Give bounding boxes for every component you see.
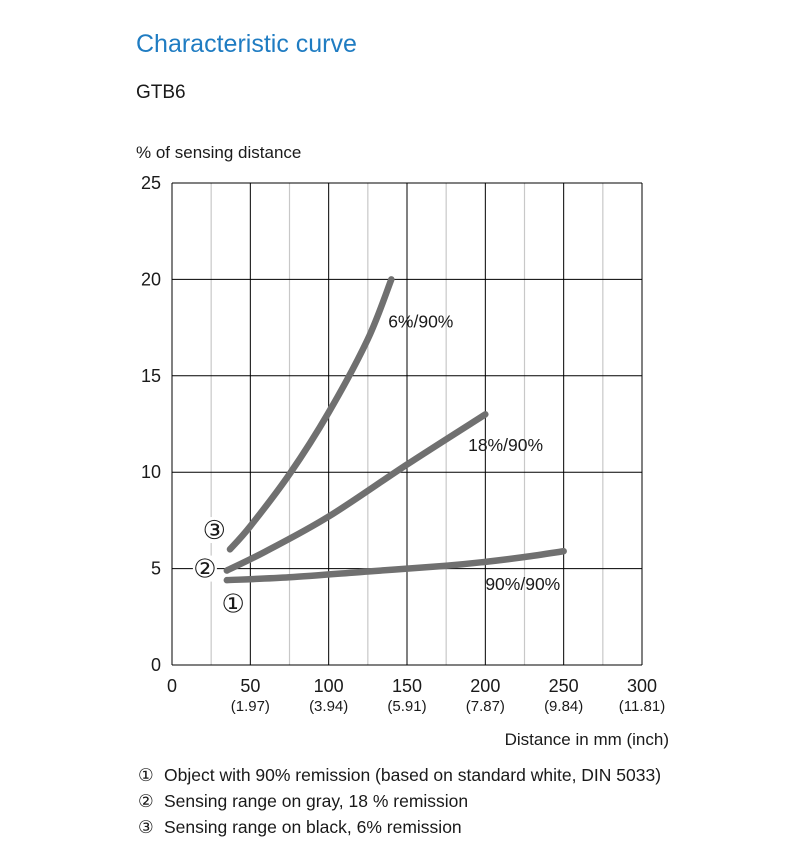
legend-marker-1: ① <box>138 765 154 785</box>
chart-subtitle: GTB6 <box>136 82 186 103</box>
series-marker-2: ② <box>193 553 217 584</box>
x-tick-sublabel: (7.87) <box>465 698 505 715</box>
y-tick-label: 0 <box>150 655 161 675</box>
y-tick-label: 10 <box>140 462 161 483</box>
chart-title: Characteristic curve <box>136 30 357 58</box>
legend-text-2: Sensing range on gray, 18 % remission <box>164 791 469 811</box>
x-tick-label: 50 <box>240 676 261 696</box>
x-tick-sublabel: (11.81) <box>618 698 666 715</box>
x-tick-label: 200 <box>470 676 501 696</box>
legend-marker-3: ③ <box>138 817 154 837</box>
series-label-3: 6%/90% <box>388 311 454 332</box>
x-tick-label: 100 <box>313 676 344 696</box>
series-line-3 <box>230 279 391 549</box>
legend <box>138 762 661 840</box>
y-tick-label: 5 <box>150 558 161 579</box>
x-tick-sublabel: (1.97) <box>230 698 270 715</box>
y-axis-label: % of sensing distance <box>136 143 302 162</box>
y-tick-label: 20 <box>140 269 161 290</box>
legend-text-1: Object with 90% remission (based on standard white, DIN 5033) <box>164 765 662 785</box>
legend-item-1 <box>138 762 661 788</box>
legend-item-3 <box>138 814 661 840</box>
x-axis-label: Distance in mm (inch) <box>504 730 669 749</box>
x-tick-label: 300 <box>626 676 658 696</box>
legend-marker-2: ② <box>138 791 154 811</box>
y-tick-label: 15 <box>140 365 161 386</box>
x-tick-labels <box>167 676 665 715</box>
series-marker-3: ③ <box>202 515 226 546</box>
y-tick-label: 25 <box>140 173 161 193</box>
x-tick-label: 0 <box>166 676 178 696</box>
x-tick-sublabel: (9.84) <box>544 698 584 715</box>
x-tick-label: 250 <box>548 676 579 696</box>
y-tick-labels <box>141 173 161 675</box>
series-label-1: 90%/90% <box>485 573 561 594</box>
legend-item-2 <box>138 788 661 814</box>
series-marker-1: ① <box>221 588 245 619</box>
x-tick-label: 150 <box>391 676 423 696</box>
series-label-2: 18%/90% <box>468 434 544 455</box>
x-tick-sublabel: (3.94) <box>309 698 349 715</box>
legend-text-3: Sensing range on black, 6% remission <box>164 817 462 837</box>
x-tick-sublabel: (5.91) <box>387 698 427 715</box>
